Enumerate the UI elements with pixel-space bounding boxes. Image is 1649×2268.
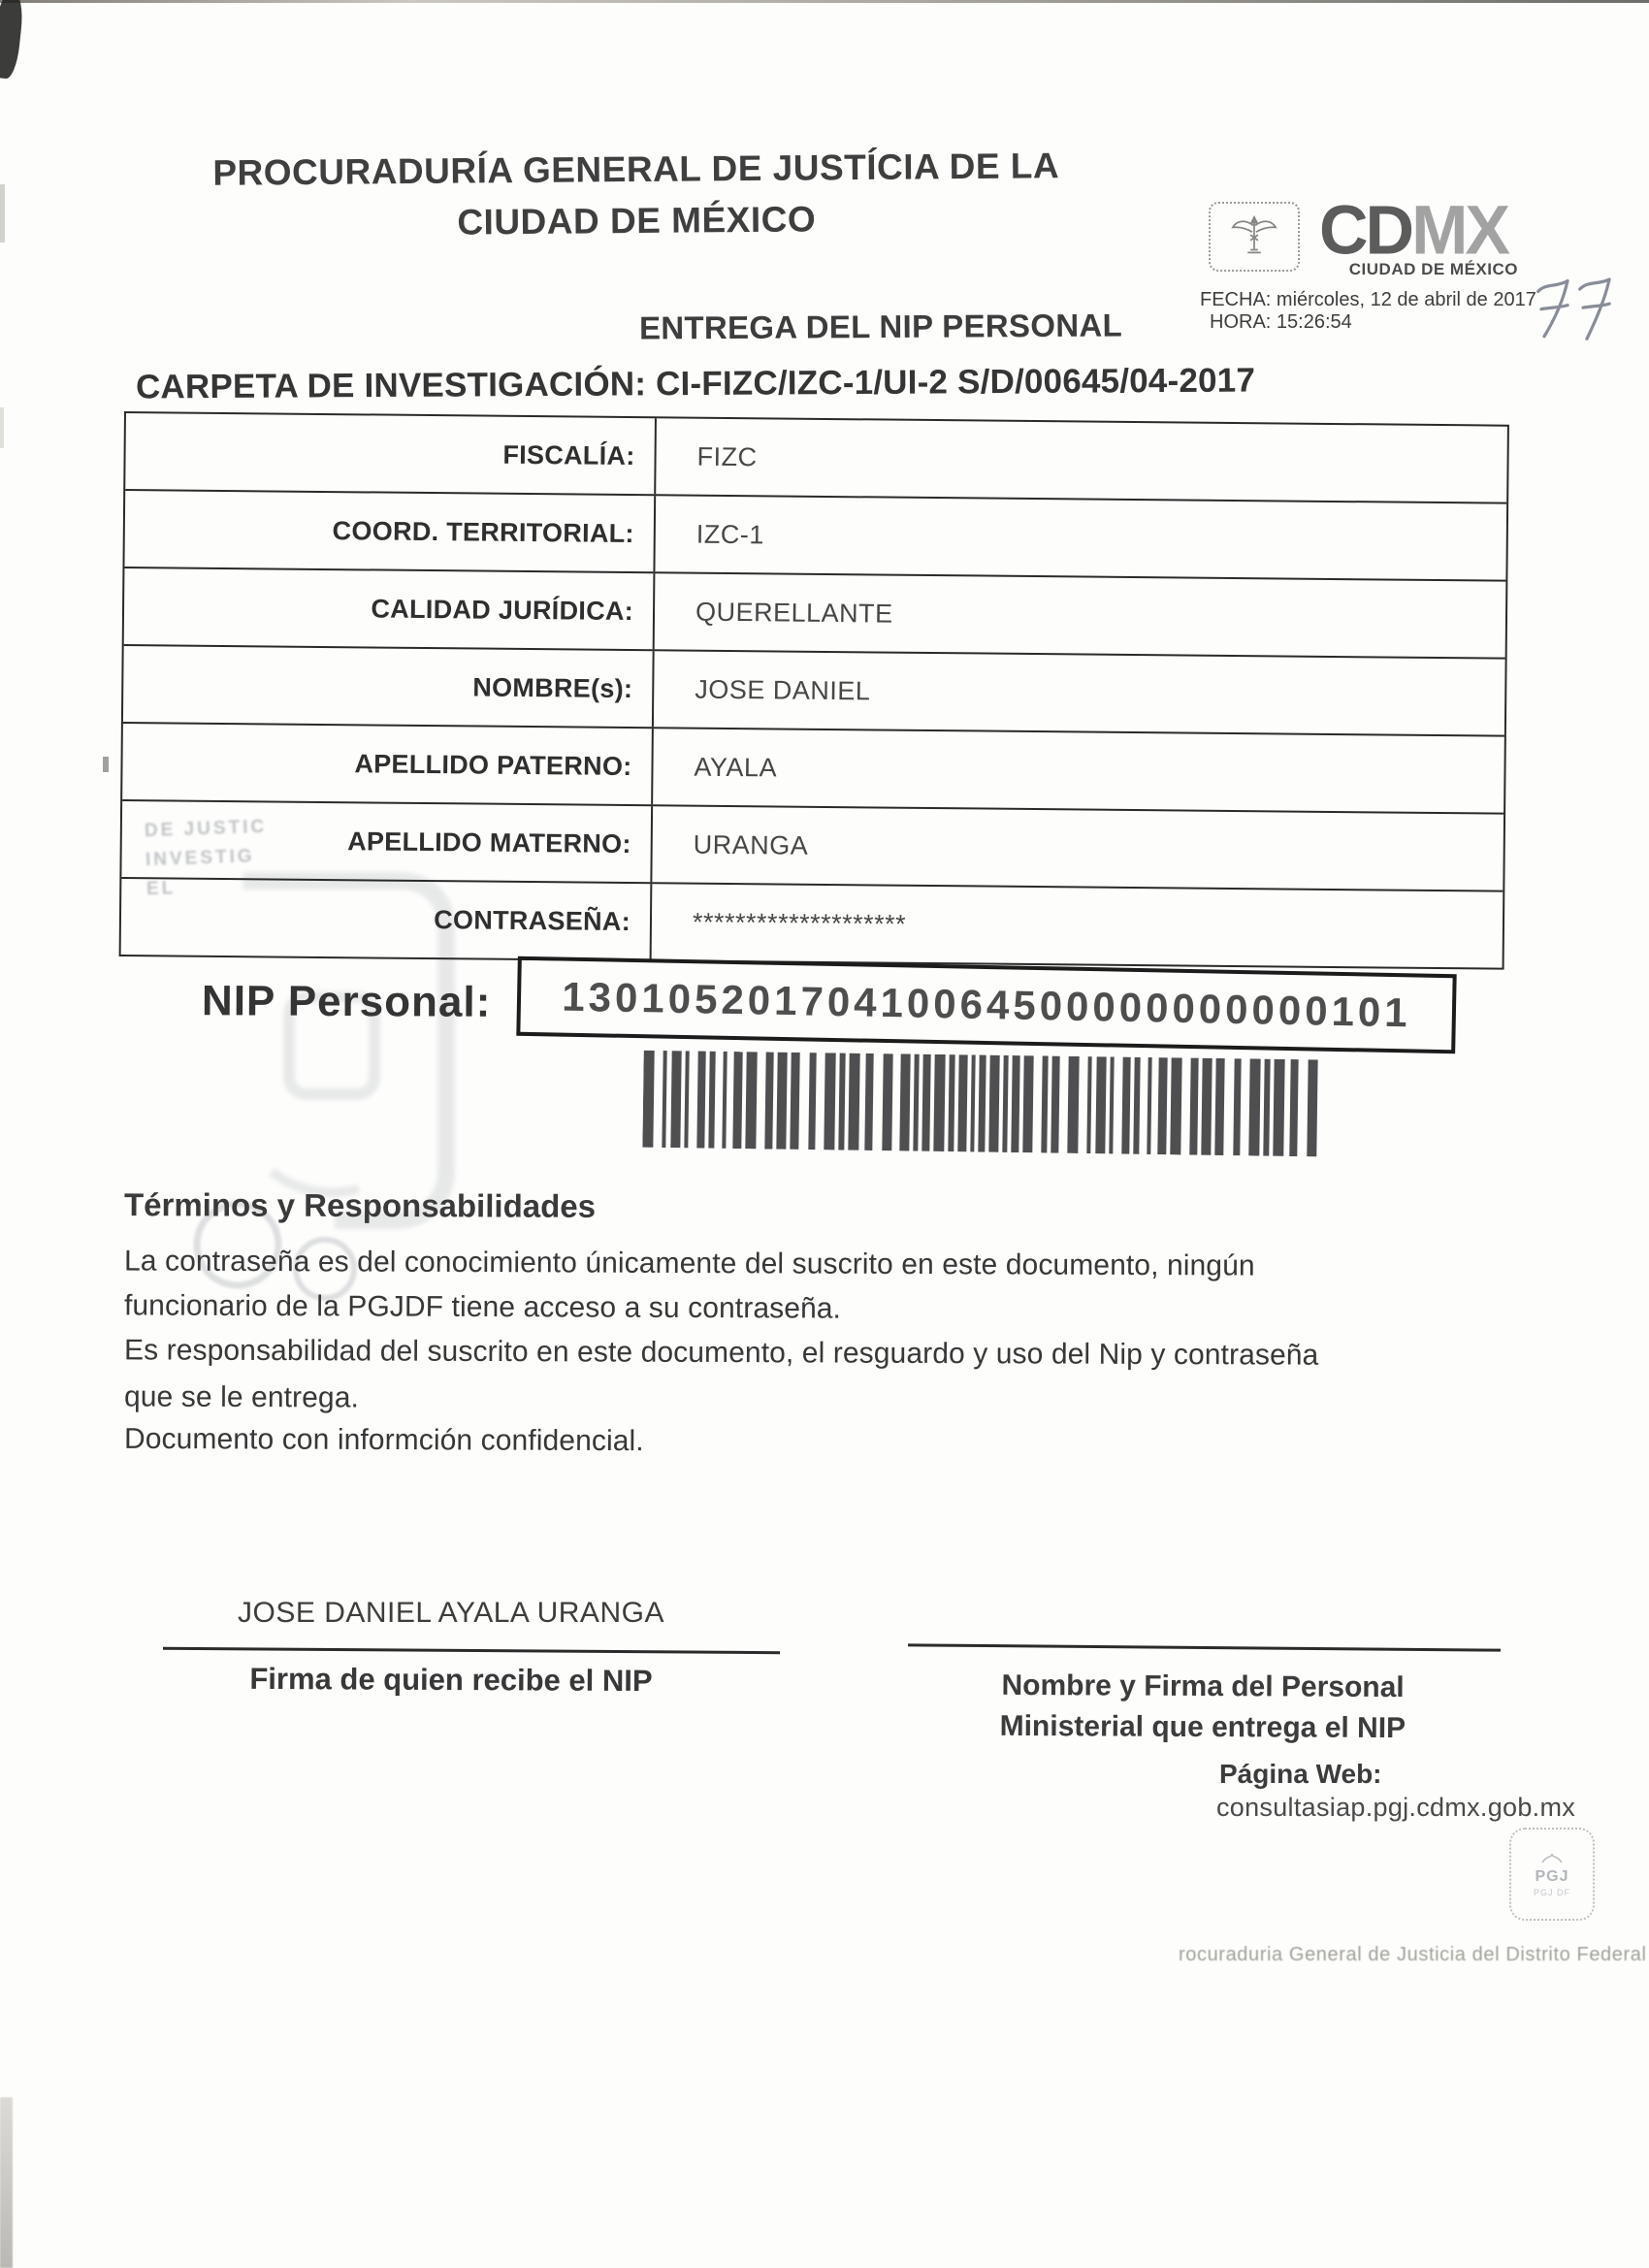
agency-title-line2: CIUDAD DE MÉXICO	[457, 199, 817, 243]
faint-stamp-fragment: DE JUSTIC	[144, 816, 268, 842]
cdmx-angel-logo-box	[1209, 202, 1300, 272]
pgj-stamp-subtext: PGJ DF	[1533, 1888, 1570, 1897]
hora-line	[1200, 311, 1536, 334]
terms-line: La contraseña es del conocimiento únicamente del suscrito en este documento, ningún	[123, 1245, 1255, 1282]
scan-corner-mark	[0, 0, 25, 80]
official-caption-line1: Nombre y Firma del Personal	[1001, 1669, 1405, 1704]
table-row-coord-territorial	[124, 491, 1506, 582]
receiver-signature-line	[163, 1647, 780, 1654]
angel-of-independence-icon	[1226, 212, 1282, 261]
cdmx-logotype-cd: CD	[1319, 191, 1412, 269]
receiver-signature-caption: Firma de quien recibe el NIP	[249, 1661, 653, 1699]
faint-stamp-fragment: INVESTIG	[145, 846, 256, 871]
hora-label: HORA:	[1210, 311, 1272, 333]
carpeta-value: CI-FIZC/IZC-1/UI-2 S/D/00645/04-2017	[655, 361, 1256, 404]
field-value: JOSE DANIEL	[652, 651, 1505, 734]
cdmx-logotype-mx: MX	[1411, 191, 1508, 269]
cdmx-logo-caption: CIUDAD DE MÉXICO	[1348, 260, 1518, 278]
terms-heading: Términos y Responsabilidades	[123, 1186, 597, 1224]
scan-speck	[103, 757, 109, 772]
agency-title-line1: PROCURADURÍA GENERAL DE JUSTÍCIA DE LA	[212, 146, 1060, 193]
date-time-block	[1200, 289, 1536, 334]
pgj-stamp-eagle-icon	[1539, 1851, 1565, 1866]
web-page-url: consultasiap.pgj.cdmx.gob.mx	[1216, 1793, 1576, 1822]
field-label: CONTRASEÑA:	[434, 904, 631, 936]
carpeta-label: CARPETA DE INVESTIGACIÓN:	[135, 365, 647, 406]
field-value: URANGA	[650, 806, 1504, 890]
scan-edge-tick	[0, 184, 5, 243]
pgj-stamp	[1509, 1828, 1595, 1921]
table-row-fiscalia	[125, 413, 1507, 504]
faint-stamp-fragment: EL	[146, 878, 177, 900]
table-row-apellido-paterno	[122, 724, 1504, 815]
field-value: FIZC	[654, 418, 1507, 502]
scan-edge-streak	[0, 2097, 13, 2268]
agency-title	[194, 140, 1080, 250]
nip-personal-value: 13010520170410064500000000000101	[561, 973, 1412, 1036]
terms-line: que se le entrega.	[123, 1380, 360, 1414]
field-label: APELLIDO PATERNO:	[354, 748, 632, 781]
official-signature-line	[908, 1643, 1501, 1651]
personal-info-table	[119, 411, 1509, 970]
field-label: CALIDAD JURÍDICA:	[371, 593, 634, 626]
table-row-contrasena	[121, 879, 1504, 968]
field-label: COORD. TERRITORIAL:	[332, 515, 634, 548]
footer-agency-text: rocuraduria General de Justicia del Distrito Federal	[1179, 1944, 1647, 1965]
fecha-value: miércoles, 12 de abril de 2017	[1276, 289, 1536, 310]
field-label: APELLIDO MATERNO:	[347, 826, 631, 859]
table-row-apellido-materno	[121, 801, 1504, 892]
field-value: QUERELLANTE	[653, 573, 1506, 657]
field-value: IZC-1	[653, 496, 1506, 579]
scan-edge-line	[0, 0, 1649, 3]
carpeta-line	[136, 361, 1255, 406]
table-row-calidad-juridica	[124, 568, 1506, 660]
pgj-stamp-text: PGJ	[1535, 1868, 1569, 1885]
hora-value: 15:26:54	[1276, 311, 1352, 333]
field-value: AYALA	[651, 729, 1504, 812]
field-value: ********************	[650, 884, 1504, 967]
fecha-line	[1200, 289, 1536, 311]
receiver-name: JOSE DANIEL AYALA URANGA	[238, 1597, 664, 1629]
terms-line: funcionario de la PGJDF tiene acceso a su contraseña.	[123, 1289, 842, 1325]
fecha-label: FECHA:	[1200, 289, 1272, 310]
cdmx-logotype	[1319, 190, 1507, 270]
nip-personal-box	[516, 956, 1456, 1054]
field-label: NOMBRE(s):	[472, 671, 633, 703]
barcode	[642, 1051, 1380, 1158]
scan-edge-tick	[0, 407, 4, 448]
official-caption-line2: Ministerial que entrega el NIP	[999, 1709, 1406, 1745]
web-page-label: Página Web:	[1219, 1759, 1382, 1789]
document-subtitle: ENTREGA DEL NIP PERSONAL	[638, 307, 1123, 346]
terms-line: Es responsabilidad del suscrito en este documento, el resguardo y uso del Nip y contraseña	[123, 1334, 1319, 1372]
handwritten-number-77	[1532, 268, 1627, 348]
terms-line: Documento con informción confidencial.	[123, 1422, 644, 1458]
field-label: FISCALÍA:	[502, 439, 635, 470]
table-row-nombres	[123, 646, 1505, 737]
official-signature-caption	[970, 1666, 1436, 1750]
nip-personal-label: NIP Personal:	[201, 977, 492, 1026]
